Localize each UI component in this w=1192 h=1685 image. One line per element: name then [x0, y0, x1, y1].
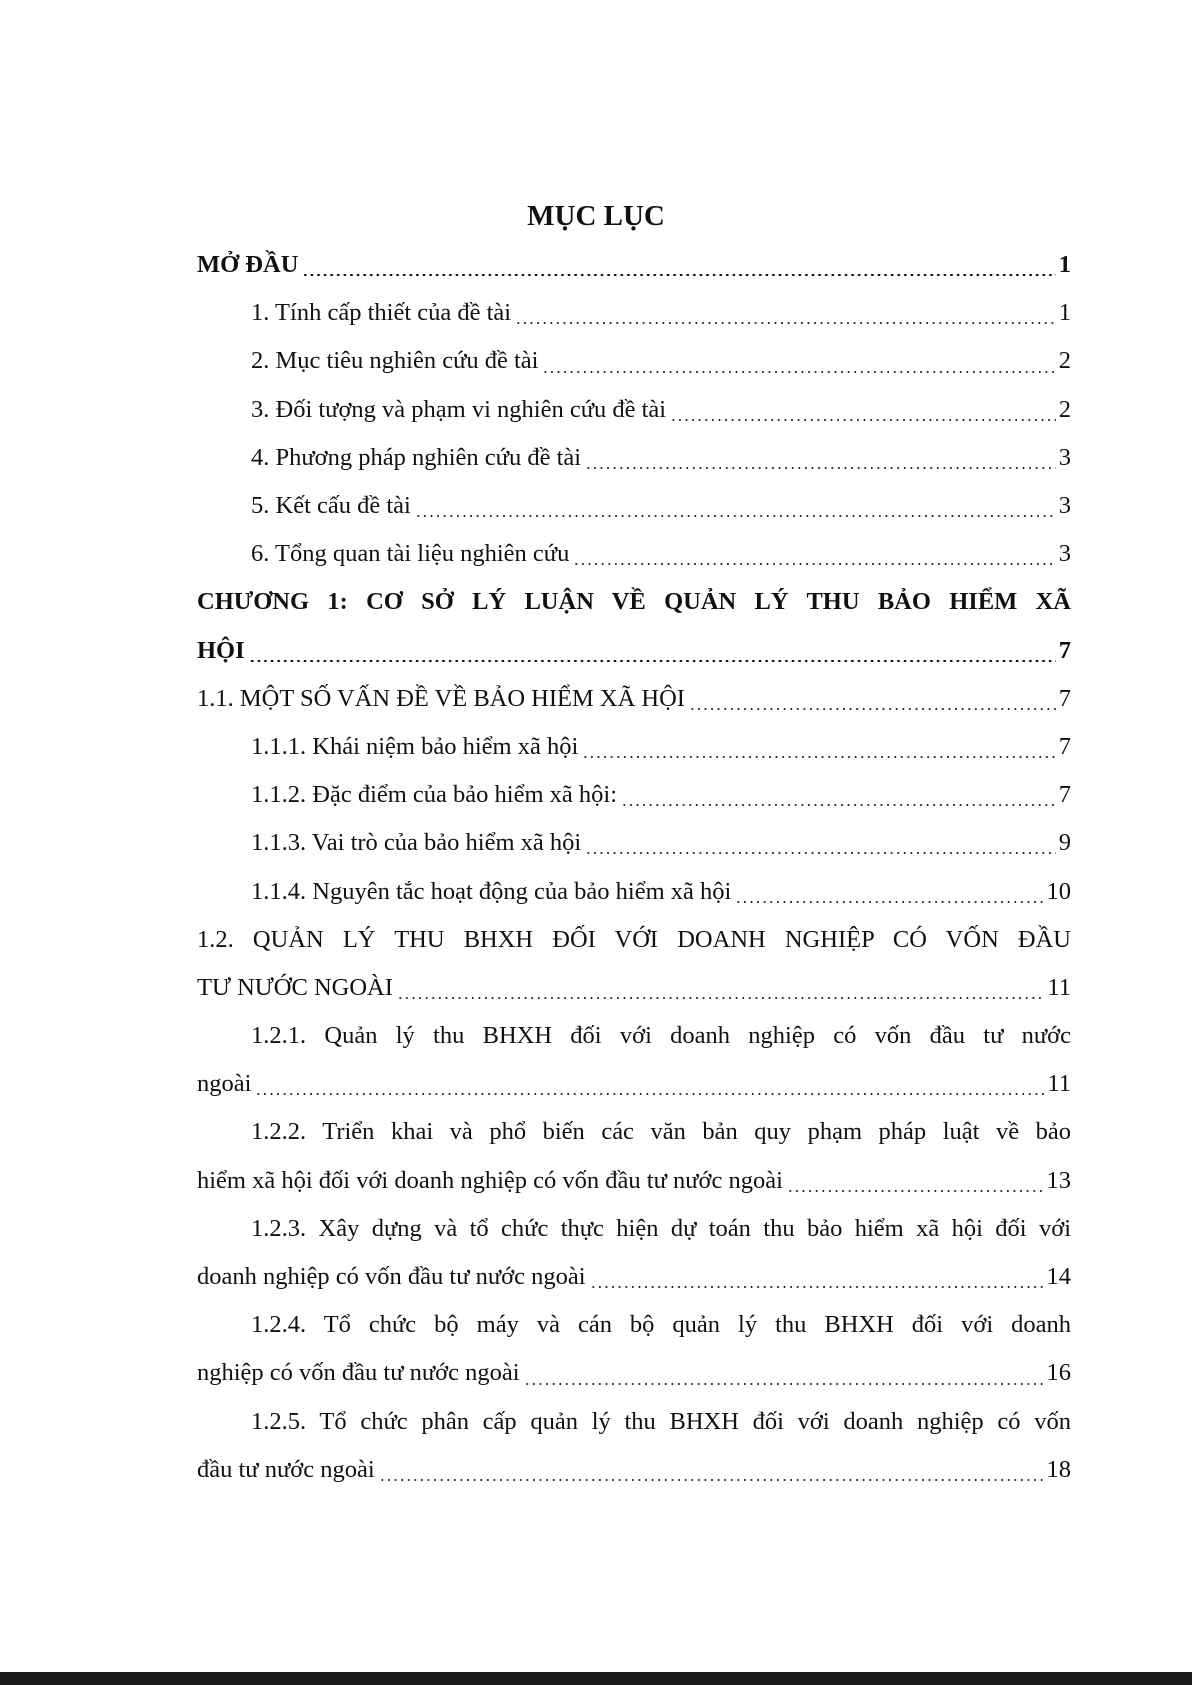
dot-leader	[585, 467, 1056, 469]
toc-entry-text: 1.1. MỘT SỐ VẤN ĐỀ VỀ BẢO HIỂM XÃ HỘI	[197, 684, 685, 712]
toc-title: MỤC LỤC	[527, 200, 665, 232]
dot-leader	[515, 322, 1056, 324]
toc-page-number: 3	[1058, 492, 1071, 520]
toc-entry[interactable]	[197, 1349, 1071, 1397]
toc-page-number: 7	[1058, 732, 1071, 760]
toc-page-number: 13	[1046, 1166, 1071, 1194]
toc-page-number: 1	[1058, 299, 1071, 327]
toc-entry[interactable]	[197, 819, 1071, 867]
dot-leader	[590, 1286, 1044, 1288]
toc-entry-text: nghiệp có vốn đầu tư nước ngoài	[197, 1359, 520, 1387]
toc-entry-text: 1.1.3. Vai trò của bảo hiểm xã hội	[251, 829, 582, 857]
dot-leader	[397, 997, 1045, 999]
toc-entry-first-line[interactable]: 1.2.4. Tổ chức bộ máy và cán bộ quản lý thu BHXH đối với doanh	[251, 1311, 1071, 1339]
dot-leader	[415, 515, 1056, 517]
toc-entry[interactable]	[197, 1446, 1071, 1494]
toc-entry[interactable]	[197, 1060, 1071, 1108]
toc-entry[interactable]	[197, 386, 1071, 434]
dot-leader	[582, 756, 1055, 758]
toc-entry-text: 2. Mục tiêu nghiên cứu đề tài	[251, 347, 539, 375]
toc-entry-text: HỘI	[197, 636, 245, 664]
toc-entry-text: MỞ ĐẦU	[197, 251, 299, 279]
toc-page-number: 18	[1046, 1455, 1071, 1483]
dot-leader	[249, 660, 1056, 662]
toc-page-number: 7	[1058, 684, 1071, 712]
toc-entry[interactable]	[197, 964, 1071, 1012]
toc-page-number: 7	[1058, 636, 1071, 664]
toc-entry-text: 1. Tính cấp thiết của đề tài	[251, 299, 512, 327]
toc-entry-text: hiểm xã hội đối với doanh nghiệp có vốn đầu tư nước ngoài	[197, 1166, 783, 1194]
toc-page-number: 2	[1058, 395, 1071, 423]
toc-entry-text: 5. Kết cấu đề tài	[251, 492, 411, 520]
toc-page-number: 7	[1058, 781, 1071, 809]
toc-page-number: 11	[1047, 973, 1071, 1001]
toc-entry-text: doanh nghiệp có vốn đầu tư nước ngoài	[197, 1263, 586, 1291]
toc-page-number: 10	[1046, 877, 1071, 905]
toc-page-number: 2	[1058, 347, 1071, 375]
toc-entry[interactable]	[197, 434, 1071, 482]
toc-entry[interactable]	[197, 627, 1071, 675]
toc-entry[interactable]	[197, 530, 1071, 578]
dot-leader	[573, 563, 1055, 565]
dot-leader	[735, 901, 1043, 903]
toc-entry-text: 1.1.4. Nguyên tắc hoạt động của bảo hiểm xã hội	[251, 877, 732, 905]
dot-leader	[302, 274, 1055, 276]
dot-leader	[524, 1383, 1044, 1385]
toc-entry-text: đầu tư nước ngoài	[197, 1455, 375, 1483]
toc-entry[interactable]	[197, 675, 1071, 723]
toc-entry[interactable]	[197, 723, 1071, 771]
toc-entry[interactable]	[197, 1253, 1071, 1301]
toc-entry-text: ngoài	[197, 1070, 252, 1098]
toc-entry[interactable]	[197, 482, 1071, 530]
dot-leader	[670, 419, 1056, 421]
toc-entry-text: 4. Phương pháp nghiên cứu đề tài	[251, 443, 582, 471]
dot-leader	[689, 708, 1056, 710]
toc-page-number: 9	[1058, 829, 1071, 857]
toc-entry-first-line[interactable]: 1.2.3. Xây dựng và tổ chức thực hiện dự toán thu bảo hiểm xã hội đối với	[251, 1214, 1071, 1242]
toc-entry[interactable]	[197, 771, 1071, 819]
dot-leader	[542, 371, 1055, 373]
toc-entry-first-line[interactable]: 1.2. QUẢN LÝ THU BHXH ĐỐI VỚI DOANH NGHIỆP CÓ VỐN ĐẦU	[197, 925, 1071, 953]
toc-entry[interactable]	[197, 1157, 1071, 1205]
dot-leader	[585, 852, 1056, 854]
toc-entry-text: 6. Tổng quan tài liệu nghiên cứu	[251, 540, 570, 568]
toc-page-number: 11	[1047, 1070, 1071, 1098]
toc-page-number: 3	[1058, 540, 1071, 568]
dot-leader	[621, 804, 1056, 806]
toc-entry[interactable]	[197, 867, 1071, 915]
bottom-edge-bar	[0, 1672, 1192, 1685]
toc-entry-text: 3. Đối tượng và phạm vi nghiên cứu đề tài	[251, 395, 667, 423]
toc-entry-text: 1.1.1. Khái niệm bảo hiểm xã hội	[251, 732, 579, 760]
toc-entry-text: TƯ NƯỚC NGOÀI	[197, 973, 393, 1001]
toc-entry-first-line[interactable]: 1.2.5. Tổ chức phân cấp quản lý thu BHXH đối với doanh nghiệp có vốn	[251, 1407, 1071, 1435]
toc-entry-first-line[interactable]: CHƯƠNG 1: CƠ SỞ LÝ LUẬN VỀ QUẢN LÝ THU BẢO HIỂM XÃ	[197, 588, 1071, 616]
toc-page-number: 16	[1046, 1359, 1071, 1387]
dot-leader	[379, 1479, 1044, 1481]
dot-leader	[255, 1093, 1044, 1095]
toc-entry[interactable]	[197, 241, 1071, 289]
toc-entry-first-line[interactable]: 1.2.2. Triển khai và phổ biến các văn bản quy phạm pháp luật về bảo	[251, 1118, 1071, 1146]
toc-entry-text: 1.1.2. Đặc điểm của bảo hiểm xã hội:	[251, 781, 618, 809]
toc-entry[interactable]	[197, 289, 1071, 337]
toc-page-number: 3	[1058, 443, 1071, 471]
dot-leader	[787, 1190, 1044, 1192]
table-of-contents	[197, 241, 1071, 1494]
toc-page-number: 14	[1046, 1263, 1071, 1291]
toc-entry-first-line[interactable]: 1.2.1. Quản lý thu BHXH đối với doanh nghiệp có vốn đầu tư nước	[251, 1022, 1071, 1049]
toc-page-number: 1	[1058, 251, 1071, 279]
toc-entry[interactable]	[197, 337, 1071, 385]
